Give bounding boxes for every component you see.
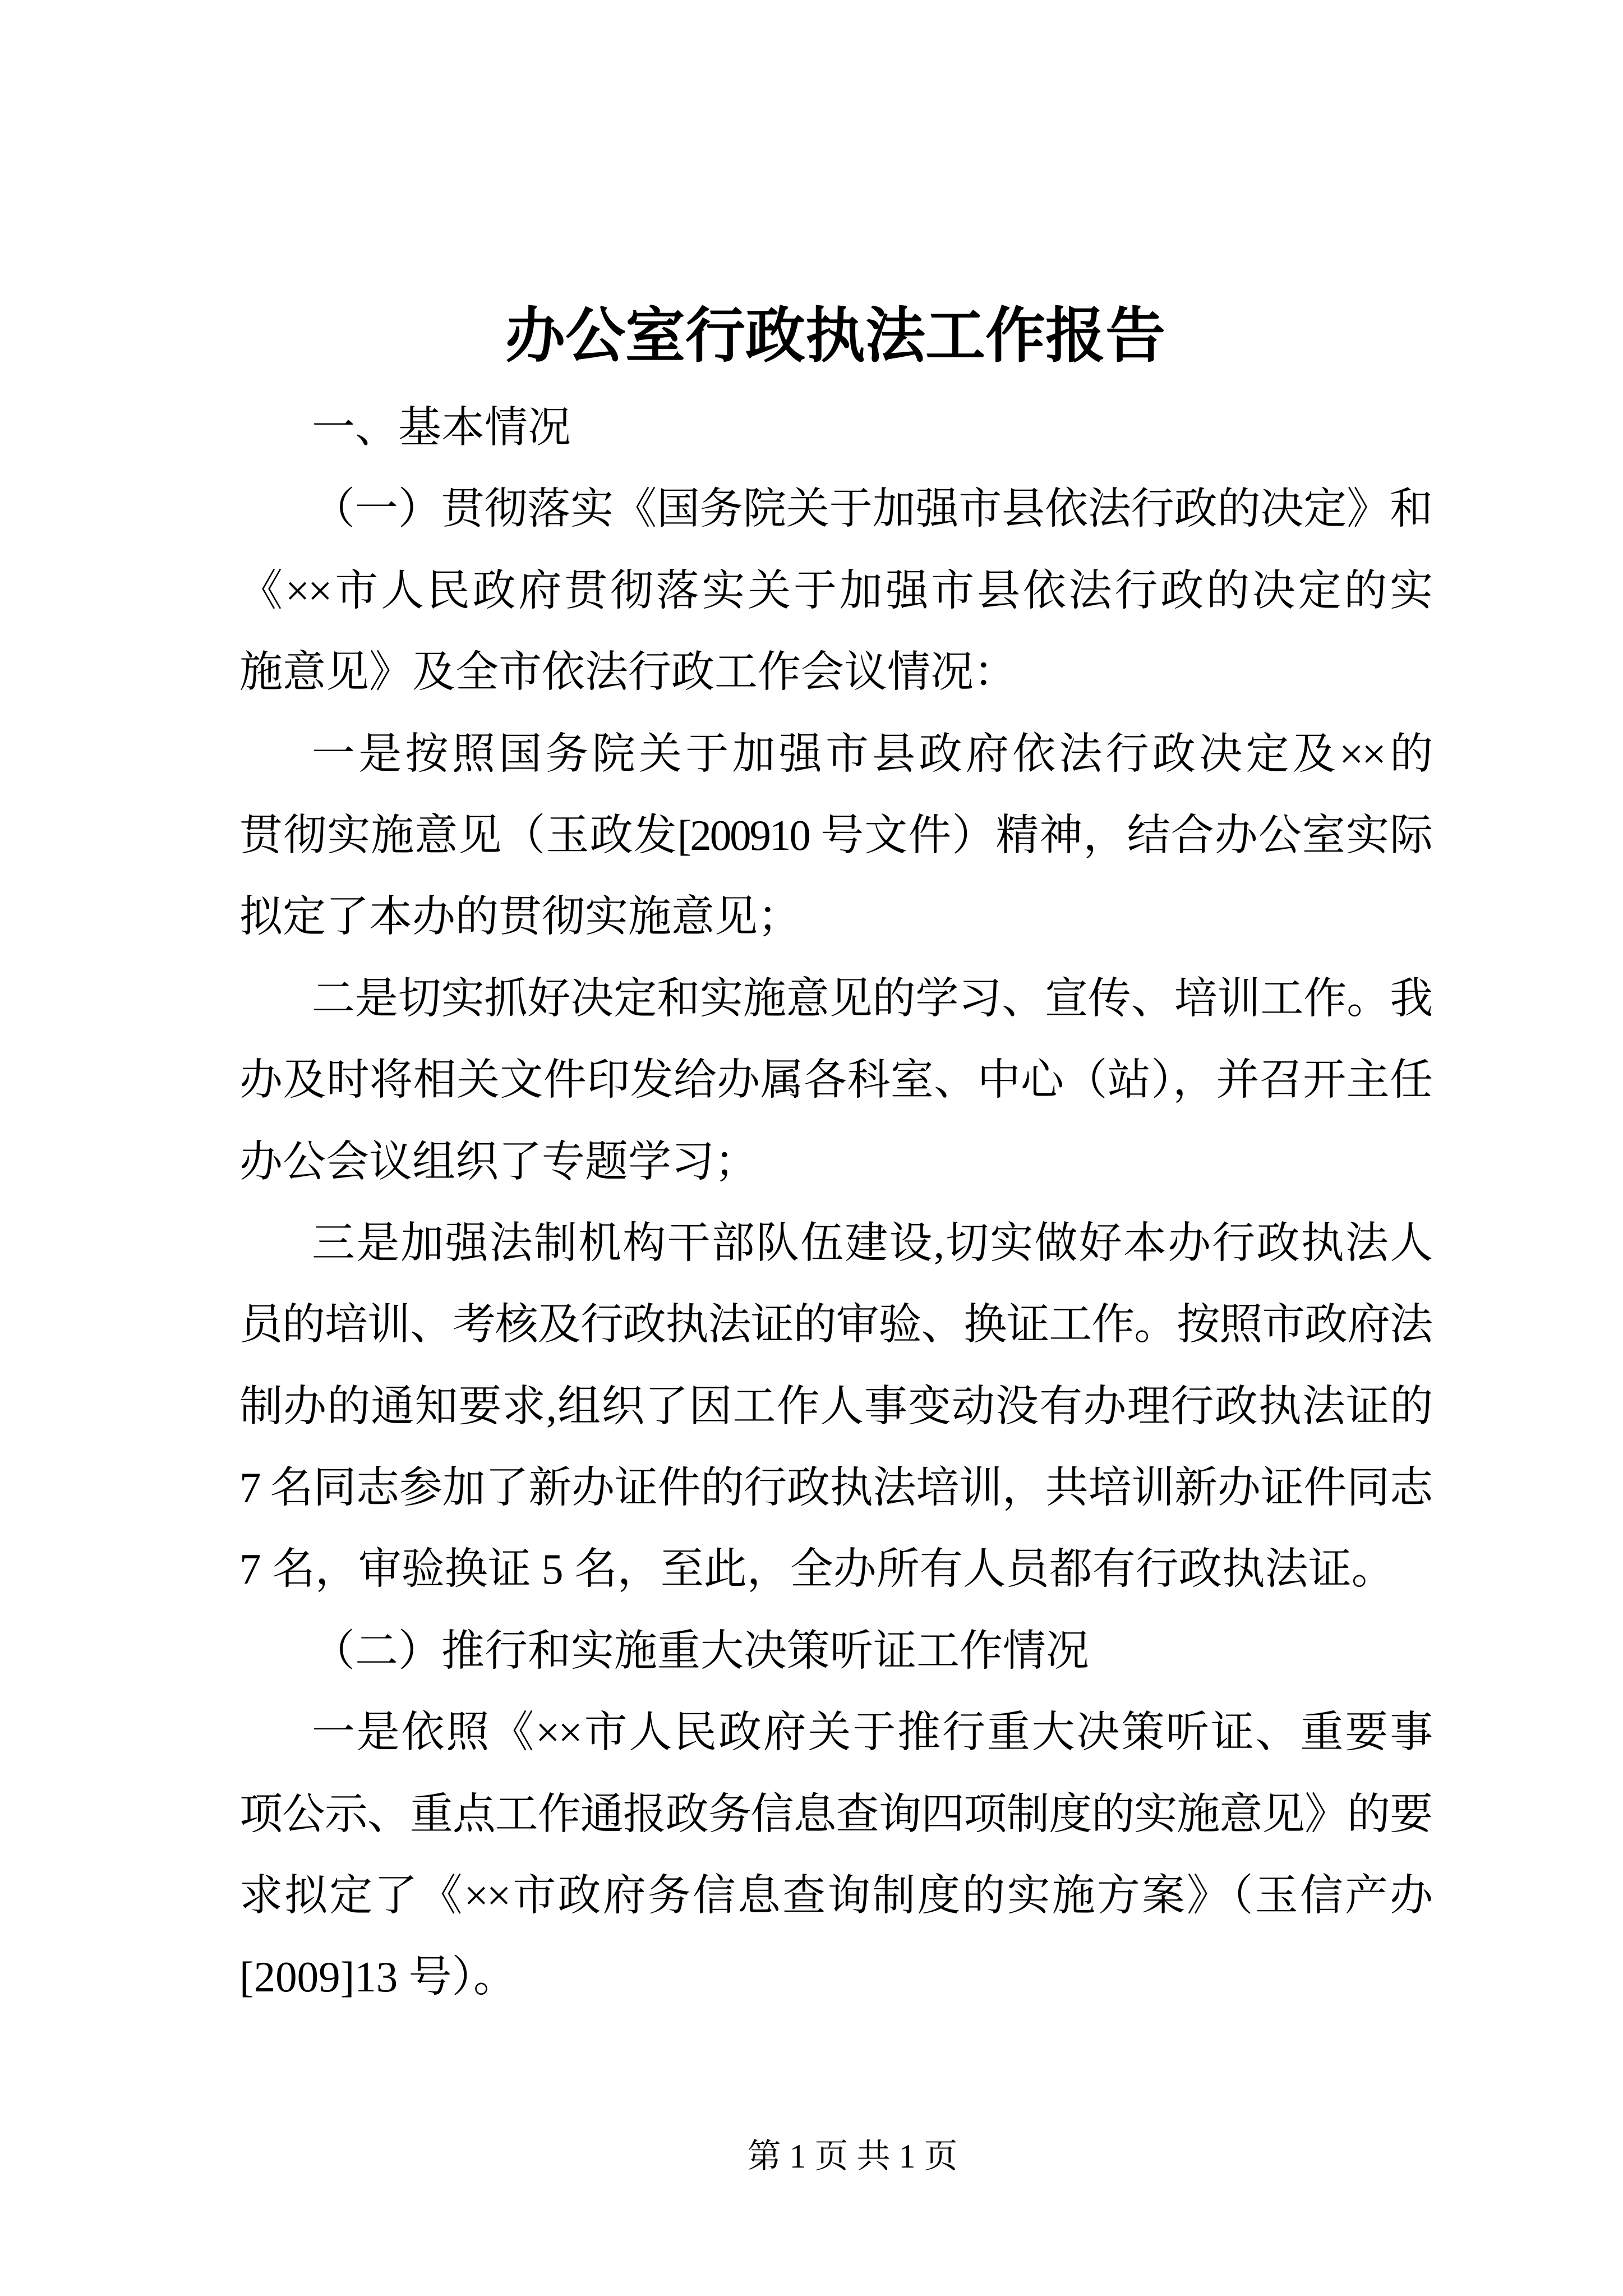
body-paragraph — [239, 714, 1431, 958]
text-line: 一是按照国务院关于加强市县政府依法行政决定及××的 — [312, 729, 1431, 778]
text-line: 一是依照《××市人民政府关于推行重大决策听证、重要事 — [312, 1708, 1431, 1757]
text-line: 7 名同志参加了新办证件的行政执法培训，共培训新办证件同志 — [239, 1464, 1431, 1512]
text-line: 7 名，审验换证 5 名，至此，全办所有人员都有行政执法证。 — [239, 1545, 1395, 1594]
subsection-heading — [239, 1611, 1431, 1692]
text-line: 员的培训、考核及行政执法证的审验、换证工作。按照市政府法 — [239, 1300, 1431, 1349]
section-heading — [239, 387, 1431, 468]
text-line: 一、基本情况 — [312, 403, 571, 452]
text-line: 拟定了本办的贯彻实施意见； — [239, 892, 801, 941]
text-line: 办公会议组织了专题学习； — [239, 1137, 758, 1186]
text-line: [2009]13 号）。 — [239, 1953, 517, 2001]
text-line: （二）推行和实施重大决策听证工作情况 — [312, 1626, 1089, 1675]
text-line: 施意见》及全市依法行政工作会议情况： — [239, 648, 1017, 697]
subsection-heading-paragraph — [239, 468, 1431, 713]
body-paragraph — [239, 958, 1431, 1203]
page-number-footer: 第 1 页 共 1 页 — [747, 2138, 958, 2175]
document-body — [239, 387, 1431, 2018]
text-line: （一）贯彻落实《国务院关于加强市县依法行政的决定》和 — [312, 485, 1431, 533]
text-line: 制办的通知要求,组织了因工作人事变动没有办理行政执法证的 — [239, 1382, 1431, 1430]
text-line: 求拟定了《××市政府务信息查询制度的实施方案》（玉信产办 — [239, 1871, 1431, 1920]
text-line: 《××市人民政府贯彻落实关于加强市县依法行政的决定的实 — [239, 566, 1431, 615]
body-paragraph — [239, 1203, 1431, 1611]
text-line: 项公示、重点工作通报政务信息查询四项制度的实施意见》的要 — [239, 1789, 1431, 1838]
text-line: 贯彻实施意见（玉政发[200910 号文件）精神，结合办公室实际 — [239, 811, 1431, 859]
text-line: 二是切实抓好决定和实施意见的学习、宣传、培训工作。我 — [312, 974, 1431, 1023]
text-line: 三是加强法制机构干部队伍建设,切实做好本办行政执法人 — [312, 1218, 1431, 1267]
body-paragraph — [239, 1692, 1431, 2018]
text-line: 办及时将相关文件印发给办属各科室、中心（站），并召开主任 — [239, 1056, 1431, 1105]
document-title: 办公室行政执法工作报告 — [505, 303, 1165, 370]
